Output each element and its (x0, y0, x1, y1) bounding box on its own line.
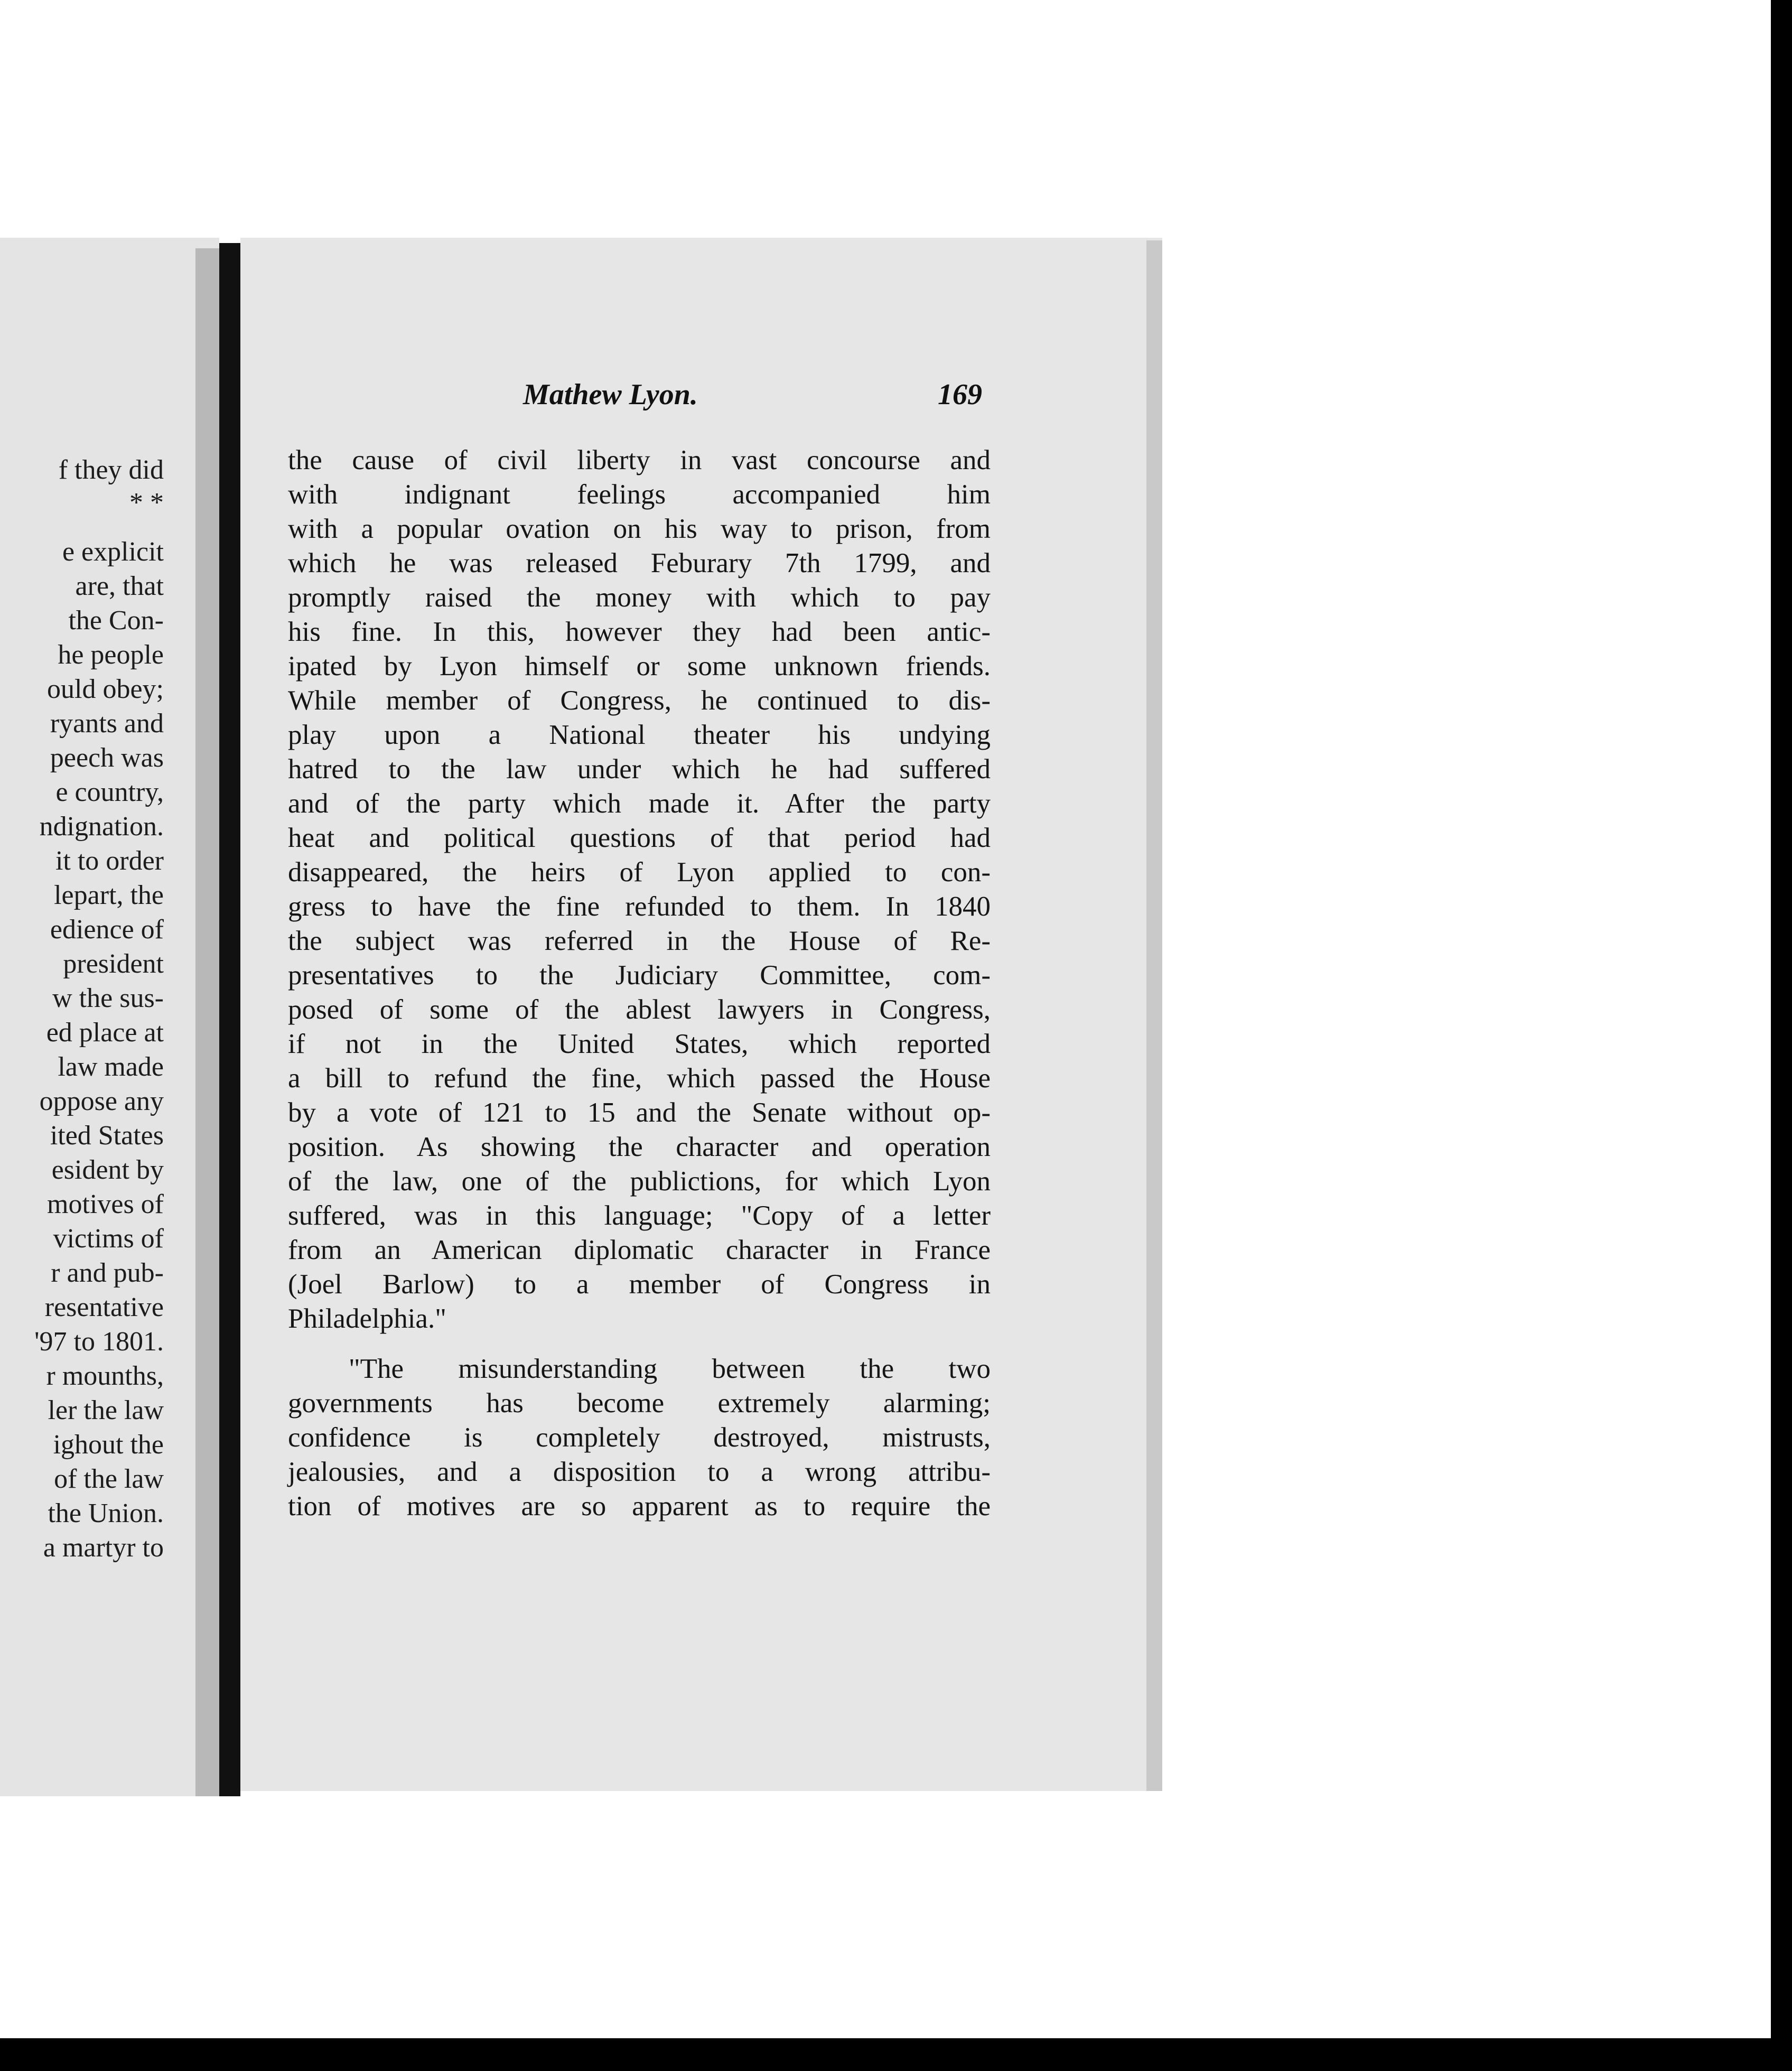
body-line: ipated by Lyon himself or some unknown friends. (288, 651, 991, 682)
left-page-line: oppose any (39, 1086, 164, 1116)
body-line: play upon a National theater his undying (288, 720, 991, 750)
left-page-line: * * (129, 488, 164, 518)
left-page-line: peech was (50, 743, 164, 773)
page-number: 169 (938, 378, 982, 411)
left-page-line: e explicit (62, 537, 164, 567)
quote-line: jealousies, and a disposition to a wrong attribu- (288, 1457, 991, 1487)
left-page-line: motives of (47, 1189, 164, 1219)
left-page-line: lepart, the (54, 880, 164, 910)
left-page-line: a martyr to (43, 1533, 164, 1563)
left-page-line: ryants and (50, 708, 164, 739)
scan-border-right (1771, 0, 1792, 2071)
left-page-line: e country, (55, 777, 164, 807)
body-line: presentatives to the Judiciary Committee, com- (288, 960, 991, 991)
running-head: Mathew Lyon. (523, 378, 698, 411)
body-line: posed of some of the ablest lawyers in Congress, (288, 994, 991, 1025)
left-page-line: of the law (54, 1464, 164, 1494)
left-page-line: law made (58, 1052, 164, 1082)
body-line: Philadelphia." (288, 1303, 446, 1334)
left-page-line: f they did (58, 455, 164, 485)
body-line: of the law, one of the publictions, for which Lyon (288, 1166, 991, 1197)
left-page-line: r mounths, (46, 1361, 164, 1391)
body-line: his fine. In this, however they had been antic- (288, 617, 991, 647)
left-page-line: the Union. (48, 1498, 164, 1528)
quote-line: tion of motives are so apparent as to require the (288, 1491, 991, 1522)
left-page-line: r and pub- (51, 1258, 164, 1288)
left-page-line: w the sus- (52, 983, 164, 1013)
quote-line: governments has become extremely alarming; (288, 1388, 991, 1419)
body-line: gress to have the fine refunded to them. In 1840 (288, 891, 991, 922)
left-page-line: victims of (53, 1224, 164, 1254)
book-gutter (219, 243, 240, 1796)
left-page-line: are, that (75, 571, 164, 601)
left-page-line: edience of (50, 915, 164, 945)
body-line: promptly raised the money with which to pay (288, 582, 991, 613)
body-line: (Joel Barlow) to a member of Congress in (288, 1269, 991, 1300)
left-page-line: the Con- (68, 605, 164, 636)
body-line: and of the party which made it. After the party (288, 788, 991, 819)
body-line: the cause of civil liberty in vast concourse and (288, 445, 991, 475)
left-page-line: he people (58, 640, 164, 670)
body-line: if not in the United States, which reported (288, 1029, 991, 1059)
body-line: heat and political questions of that period had (288, 823, 991, 853)
left-page-line: ould obey; (47, 674, 164, 704)
body-line: the subject was referred in the House of Re- (288, 926, 991, 956)
left-page-line: ndignation. (39, 811, 164, 842)
quote-line: "The misunderstanding between the two (349, 1354, 991, 1384)
body-line: While member of Congress, he continued to dis- (288, 685, 991, 716)
quote-line: confidence is completely destroyed, mistrusts, (288, 1422, 991, 1453)
left-page-line: ighout the (53, 1430, 164, 1460)
scan-border-bottom (0, 2038, 1792, 2071)
body-line: a bill to refund the fine, which passed the House (288, 1063, 991, 1094)
left-page-line: ler the law (48, 1395, 164, 1425)
page-edge (1146, 240, 1162, 1791)
left-page (0, 238, 219, 1796)
body-line: hatred to the law under which he had suffered (288, 754, 991, 785)
body-line: position. As showing the character and operation (288, 1132, 991, 1162)
left-page-line: '97 to 1801. (34, 1327, 164, 1357)
body-line: with indignant feelings accompanied him (288, 479, 991, 510)
body-line: with a popular ovation on his way to prison, from (288, 514, 991, 544)
body-line: from an American diplomatic character in France (288, 1235, 991, 1265)
left-page-line: resentative (44, 1292, 164, 1322)
left-page-line: it to order (55, 846, 164, 876)
left-page-line: president (63, 949, 164, 979)
body-line: by a vote of 121 to 15 and the Senate without op- (288, 1097, 991, 1128)
body-line: disappeared, the heirs of Lyon applied to con- (288, 857, 991, 888)
body-line: which he was released Feburary 7th 1799, and (288, 548, 991, 579)
left-page-line: esident by (51, 1155, 164, 1185)
left-page-line: ed place at (46, 1018, 164, 1048)
left-page-line: ited States (50, 1121, 164, 1151)
body-line: suffered, was in this language; "Copy of a letter (288, 1200, 991, 1231)
